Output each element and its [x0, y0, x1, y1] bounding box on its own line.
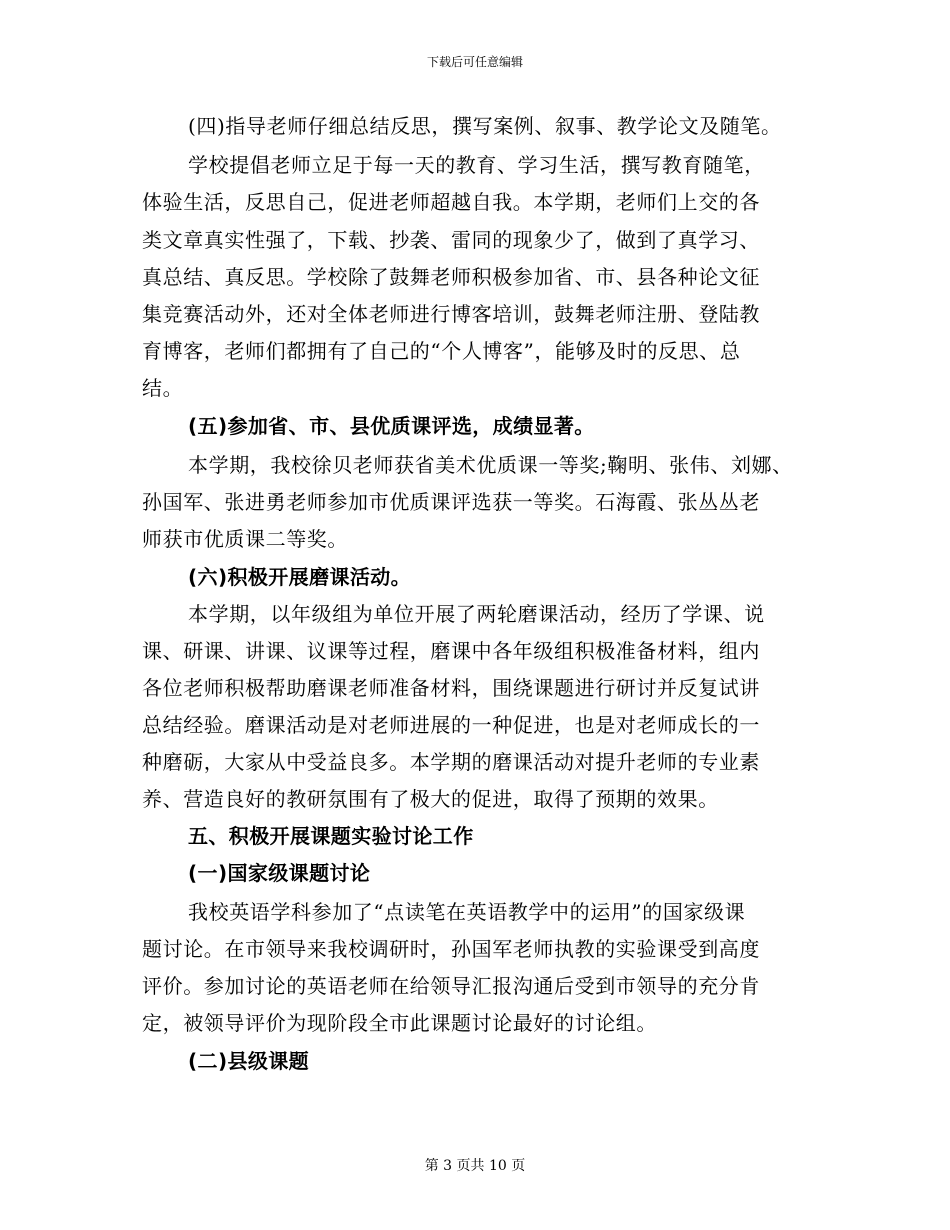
paragraph-line: 学校提倡老师立足于每一天的教育、学习生活，撰写教育随笔，: [188, 153, 765, 177]
section-heading-six: (六)积极开展磨课活动。: [188, 565, 412, 589]
paragraph-line: 结。: [142, 376, 184, 400]
paragraph-line: 总结经验。磨课活动是对老师进展的一种促进，也是对老师成长的一: [142, 713, 760, 737]
paragraph-line: 孙国军、张进勇老师参加市优质课评选获一等奖。石海霞、张丛丛老: [142, 490, 760, 514]
section-heading-five: (五)参加省、市、县优质课评选，成绩显著。: [188, 414, 595, 438]
paragraph-line: 课、研课、讲课、议课等过程，磨课中各年级组积极准备材料，组内: [142, 639, 760, 663]
subsection-heading-national: (一)国家级课题讨论: [188, 861, 371, 885]
page-header: 下载后可任意编辑: [426, 55, 523, 69]
paragraph-line: 类文章真实性强了，下载、抄袭、雷同的现象少了，做到了真学习、: [142, 228, 760, 252]
paragraph-line: 育博客，老师们都拥有了自己的“个人博客”，能够及时的反思、总: [142, 339, 741, 363]
paragraph-line: 种磨砺，大家从中受益良多。本学期的磨课活动对提升老师的专业素: [142, 750, 760, 774]
paragraph-line: 我校英语学科参加了“点读笔在英语教学中的运用”的国家级课: [188, 900, 746, 924]
paragraph-line: 题讨论。在市领导来我校调研时，孙国军老师执教的实验课受到高度: [142, 937, 760, 961]
chapter-heading-five: 五、积极开展课题实验讨论工作: [188, 824, 474, 848]
paragraph-line: 真总结、真反思。学校除了鼓舞老师积极参加省、市、县各种论文征: [142, 265, 760, 289]
paragraph-line: 评价。参加讨论的英语老师在给领导汇报沟通后受到市领导的充分肯: [142, 974, 760, 998]
paragraph-line: 各位老师积极帮助磨课老师准备材料，围绕课题进行研讨并反复试讲: [142, 676, 760, 700]
paragraph-line: 本学期，以年级组为单位开展了两轮磨课活动，经历了学课、说: [188, 602, 765, 626]
paragraph-line: (四)指导老师仔细总结反思，撰写案例、叙事、教学论文及随笔。: [188, 114, 782, 138]
paragraph-line: 体验生活，反思自己，促进老师超越自我。本学期，老师们上交的各: [142, 190, 760, 214]
subsection-heading-county: (二)县级课题: [188, 1049, 310, 1073]
page-footer: 第 3 页共 10 页: [424, 1158, 526, 1174]
paragraph-line: 本学期，我校徐贝老师获省美术优质课一等奖;鞠明、张伟、刘娜、: [188, 453, 793, 477]
paragraph-line: 定，被领导评价为现阶段全市此课题讨论最好的讨论组。: [142, 1011, 657, 1035]
paragraph-line: 师获市优质课二等奖。: [142, 527, 348, 551]
paragraph-line: 集竞赛活动外，还对全体老师进行博客培训，鼓舞老师注册、登陆教: [142, 302, 760, 326]
paragraph-line: 养、营造良好的教研氛围有了极大的促进，取得了预期的效果。: [142, 787, 719, 811]
